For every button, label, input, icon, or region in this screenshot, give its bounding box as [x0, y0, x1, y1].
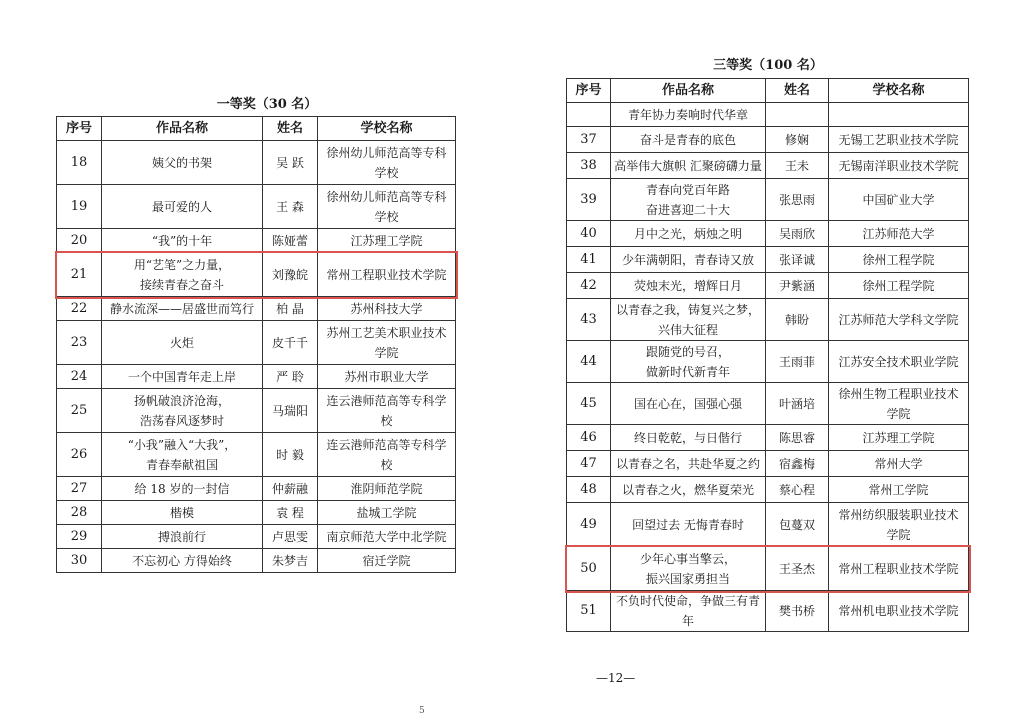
- cell-title: [611, 425, 766, 451]
- cell-no: 25: [57, 389, 102, 433]
- cell-no: 39: [567, 179, 611, 221]
- cell-school-line: 学院: [886, 406, 911, 421]
- cell-no: 21: [57, 253, 102, 297]
- cell-no: 24: [57, 365, 102, 389]
- cell-school: [318, 297, 456, 321]
- cell-no: 37: [567, 127, 611, 153]
- cell-name: 王 森: [263, 185, 318, 229]
- cell-school-line: 常州机电职业技术学院: [838, 604, 959, 618]
- cell-school: [318, 253, 456, 297]
- cell-title-line: 以青春之名，共赴华夏之约: [615, 456, 760, 471]
- cell-title: [611, 247, 766, 273]
- table-row: [57, 321, 456, 365]
- cell-school: [829, 221, 969, 247]
- cell-school-line: 宿迁学院: [362, 553, 411, 568]
- cell-name: 陈思睿: [766, 425, 829, 451]
- cell-title-line: 终日乾乾，与日偕行: [633, 430, 742, 445]
- cell-name: 吴雨欣: [766, 221, 829, 247]
- cell-name: 皮千千: [263, 321, 318, 365]
- cell-title: [102, 229, 263, 253]
- cell-school: [829, 503, 969, 547]
- cell-no: 46: [567, 425, 611, 451]
- cell-no: 41: [567, 247, 611, 273]
- cell-name: 袁 程: [263, 501, 318, 525]
- col-header-no: 序号: [567, 79, 611, 103]
- cell-school-line: 常州工程职业技术学院: [838, 561, 959, 576]
- cell-name: 包蔓双: [766, 503, 829, 547]
- cell-title: [102, 477, 263, 501]
- cell-title-line: 奋斗是青春的底色: [639, 132, 736, 147]
- col-header-school: 学校名称: [318, 117, 456, 141]
- cell-school-line: 连云港师范高等专科学校: [326, 437, 447, 472]
- cell-school-line: 徐州工程学院: [862, 278, 935, 293]
- cell-title-line: 奋进喜迎二十大: [645, 202, 730, 217]
- cell-title-line: 做新时代新青年: [645, 364, 730, 379]
- cell-no: 43: [567, 299, 611, 341]
- table-row: [567, 451, 969, 477]
- cell-school-line: 江苏理工学院: [350, 233, 423, 248]
- cell-no: 42: [567, 273, 611, 299]
- cell-school: [318, 549, 456, 573]
- cell-no: 45: [567, 383, 611, 425]
- cell-title-line: 搏浪前行: [157, 529, 206, 544]
- cell-school-line: 苏州市职业大学: [344, 369, 429, 384]
- cell-title-line: 浩荡春风逐梦时: [139, 413, 224, 428]
- cell-title-line: 一个中国青年走上岸: [127, 369, 236, 384]
- left-table-body: [57, 141, 456, 573]
- cell-name: 樊书桥: [766, 591, 829, 632]
- cell-name: 卢思雯: [263, 525, 318, 549]
- cell-title: [611, 127, 766, 153]
- cell-no: 26: [57, 433, 102, 477]
- cell-school: [829, 103, 969, 127]
- cell-name: 朱梦吉: [263, 549, 318, 573]
- cell-title-line: 少年满朝阳，青春诗又放: [621, 252, 754, 267]
- cell-title-line: 不负时代使命，争做三有青年: [615, 594, 760, 628]
- cell-title-line: 姨父的书架: [151, 155, 212, 170]
- cell-title: [102, 253, 263, 297]
- cell-no: 51: [567, 591, 611, 632]
- cell-school: [318, 501, 456, 525]
- cell-school-line: 江苏师范大学: [862, 226, 935, 241]
- cell-school: [829, 425, 969, 451]
- table-row: [567, 273, 969, 299]
- cell-title-line: “我”的十年: [151, 233, 213, 248]
- cell-title-line: 兴伟大征程: [657, 322, 718, 337]
- cell-school-line: 苏州科技大学: [350, 301, 423, 316]
- cell-school-line: 无锡工艺职业技术学院: [838, 132, 959, 147]
- cell-school-line: 常州纺织服装职业技术: [838, 507, 959, 522]
- cell-name: 陈娅蕾: [263, 229, 318, 253]
- cell-school-line: 学院: [374, 345, 399, 360]
- cell-title: [611, 273, 766, 299]
- cell-school: [318, 229, 456, 253]
- cell-no: 40: [567, 221, 611, 247]
- table-row: [567, 503, 969, 547]
- cell-name: 马瑞阳: [263, 389, 318, 433]
- cell-school: [318, 525, 456, 549]
- cell-title-line: 青春向党百年路: [645, 182, 730, 197]
- cell-title: [102, 141, 263, 185]
- table-row: [567, 425, 969, 451]
- cell-no: 29: [57, 525, 102, 549]
- cell-no: 27: [57, 477, 102, 501]
- cell-name: 刘豫皖: [263, 253, 318, 297]
- cell-school-line: 苏州工艺美术职业技术: [326, 325, 447, 340]
- cell-name: 叶涵培: [766, 383, 829, 425]
- col-header-title: 作品名称: [102, 117, 263, 141]
- table-header-row: [57, 117, 456, 141]
- cell-no: 49: [567, 503, 611, 547]
- cell-name: [766, 103, 829, 127]
- table-row: [567, 591, 969, 632]
- cell-no: 22: [57, 297, 102, 321]
- cell-no: 30: [57, 549, 102, 573]
- cell-school-line: 江苏师范大学科文学院: [838, 312, 959, 327]
- cell-school: [318, 185, 456, 229]
- cell-school-line: 常州工程职业技术学院: [326, 267, 447, 282]
- cell-no: 50: [567, 547, 611, 591]
- cell-name: 尹紫涵: [766, 273, 829, 299]
- cell-name: 韩盼: [766, 299, 829, 341]
- cell-title-line: 青春奉献祖国: [145, 457, 218, 472]
- cell-title-line: 高举伟大旗帜 汇聚磅礴力量: [614, 158, 762, 173]
- cell-title-line: 以青春之火，燃华夏荣光: [621, 482, 754, 497]
- cell-title-line: 火炬: [169, 335, 194, 350]
- right-table-body: [567, 103, 969, 632]
- table-row: [567, 221, 969, 247]
- cell-no: 28: [57, 501, 102, 525]
- cell-school-line: 南京师范大学中北学院: [326, 529, 447, 544]
- col-header-school: 学校名称: [829, 79, 969, 103]
- cell-title: [102, 525, 263, 549]
- cell-title: [611, 179, 766, 221]
- cell-title-line: “小我”融入“大我”，: [127, 437, 237, 452]
- cell-name: 时 毅: [263, 433, 318, 477]
- cell-school: [829, 127, 969, 153]
- cell-school-line: 盐城工学院: [356, 505, 417, 520]
- table-row: [57, 477, 456, 501]
- table-row: [57, 365, 456, 389]
- cell-title: [611, 221, 766, 247]
- cell-title: [102, 501, 263, 525]
- cell-title-line: 给 18 岁的一封信: [134, 481, 230, 496]
- table-row: [567, 103, 969, 127]
- cell-title-line: 荧烛末光，增辉日月: [633, 278, 742, 293]
- cell-school-line: 学校: [374, 165, 399, 180]
- cell-title: [611, 591, 766, 632]
- table-row: [567, 247, 969, 273]
- cell-school: [318, 477, 456, 501]
- table-row: [57, 501, 456, 525]
- table-row: [567, 383, 969, 425]
- cell-title: [102, 297, 263, 321]
- cell-school-line: 徐州工程学院: [862, 252, 935, 267]
- table-row: [57, 229, 456, 253]
- cell-name: 柏 晶: [263, 297, 318, 321]
- cell-title: [102, 433, 263, 477]
- cell-school-line: 无锡南洋职业技术学院: [838, 158, 959, 173]
- cell-title-line: 少年心事当擎云，: [639, 551, 736, 566]
- cell-title: [611, 341, 766, 383]
- cell-school: [318, 365, 456, 389]
- cell-title-line: 用“艺笔”之力量，: [133, 257, 231, 272]
- cell-no: 23: [57, 321, 102, 365]
- cell-name: 蔡心程: [766, 477, 829, 503]
- cell-school-line: 徐州生物工程职业技术: [838, 386, 959, 401]
- cell-title-line: 跟随党的号召，: [645, 344, 730, 359]
- cell-school: [829, 451, 969, 477]
- cell-school: [829, 273, 969, 299]
- cell-school: [829, 591, 969, 632]
- cell-school: [829, 153, 969, 179]
- col-header-title: 作品名称: [611, 79, 766, 103]
- cell-no: 48: [567, 477, 611, 503]
- right-table-caption: 三等奖（100 名）: [713, 58, 823, 73]
- cell-name: 王圣杰: [766, 547, 829, 591]
- cell-title-line: 接续青春之奋斗: [139, 277, 224, 292]
- cell-title: [102, 185, 263, 229]
- cell-school-line: 常州大学: [874, 456, 923, 471]
- cell-name: 吴 跃: [263, 141, 318, 185]
- cell-name: 王雨菲: [766, 341, 829, 383]
- cell-title: [611, 451, 766, 477]
- table-row: [57, 433, 456, 477]
- cell-school-line: 中国矿业大学: [862, 192, 935, 207]
- cell-title-line: 国在心在，国强心强: [633, 396, 742, 411]
- cell-title: [611, 299, 766, 341]
- right-table-container: [566, 78, 969, 632]
- left-table-caption: 一等奖（30 名）: [216, 97, 318, 112]
- cell-school-line: 常州工学院: [868, 482, 929, 497]
- cell-school: [829, 341, 969, 383]
- cell-school-line: 淮阴师范学院: [350, 481, 423, 496]
- cell-title-line: 月中之光，炳烛之明: [633, 226, 742, 241]
- cell-no: 18: [57, 141, 102, 185]
- cell-no: 19: [57, 185, 102, 229]
- cell-school-line: 学院: [886, 527, 911, 542]
- cell-title: [102, 321, 263, 365]
- cell-school: [829, 299, 969, 341]
- cell-name: 王未: [766, 153, 829, 179]
- cell-no: 38: [567, 153, 611, 179]
- table-row: [567, 127, 969, 153]
- table-row-highlighted: [57, 253, 456, 297]
- cell-title: [611, 383, 766, 425]
- cell-school-line: 学校: [374, 209, 399, 224]
- cell-name: 严 聆: [263, 365, 318, 389]
- cell-title-line: 不忘初心 方得始终: [132, 553, 232, 568]
- cell-title: [102, 549, 263, 573]
- cell-title: [102, 365, 263, 389]
- cell-school: [829, 247, 969, 273]
- cell-title-line: 回望过去 无悔青春时: [632, 517, 744, 532]
- cell-school-line: 连云港师范高等专科学校: [326, 393, 447, 428]
- cell-name: 修娴: [766, 127, 829, 153]
- table-row: [57, 185, 456, 229]
- cell-school: [829, 547, 969, 591]
- cell-school: [318, 321, 456, 365]
- cell-title: [611, 103, 766, 127]
- table-row: [57, 389, 456, 433]
- cell-name: 张译诚: [766, 247, 829, 273]
- right-award-table: [566, 78, 969, 632]
- cell-title: [611, 153, 766, 179]
- cell-school: [318, 433, 456, 477]
- left-award-table: [56, 116, 456, 573]
- cell-school-line: 江苏理工学院: [862, 430, 935, 445]
- table-row: [57, 297, 456, 321]
- cell-name: 宿鑫梅: [766, 451, 829, 477]
- cell-title-line: 最可爱的人: [151, 199, 212, 214]
- table-row: [567, 299, 969, 341]
- cell-name: 张思雨: [766, 179, 829, 221]
- cell-name: 仲薪融: [263, 477, 318, 501]
- table-header-row: [567, 79, 969, 103]
- table-row: [567, 179, 969, 221]
- table-row: [567, 341, 969, 383]
- cell-title: [102, 389, 263, 433]
- cell-title: [611, 503, 766, 547]
- table-row: [57, 141, 456, 185]
- cell-title-line: 扬帆破浪济沧海，: [133, 393, 230, 408]
- cell-school-line: 徐州幼儿师范高等专科: [326, 189, 447, 204]
- table-row: [567, 153, 969, 179]
- cell-title-line: 楷模: [169, 505, 194, 520]
- col-header-name: 姓名: [263, 117, 318, 141]
- cell-no: 47: [567, 451, 611, 477]
- cell-no: 44: [567, 341, 611, 383]
- cell-school: [829, 179, 969, 221]
- cell-school-line: 江苏安全技术职业学院: [838, 354, 959, 369]
- cell-title-line: 以青春之我，铸复兴之梦，: [615, 302, 760, 317]
- cell-title-line: 静水流深——居盛世而笃行: [109, 301, 254, 316]
- table-row: [57, 549, 456, 573]
- cell-title-line: 振兴国家勇担当: [645, 571, 730, 586]
- cell-title-line: 青年协力奏响时代华章: [627, 107, 748, 122]
- left-table-container: [56, 116, 456, 573]
- cell-school: [829, 477, 969, 503]
- cell-no: [567, 103, 611, 127]
- page-number: —12—: [596, 671, 636, 685]
- col-header-name: 姓名: [766, 79, 829, 103]
- cell-title: [611, 477, 766, 503]
- left-page-mark: 5: [419, 706, 425, 716]
- cell-no: 20: [57, 229, 102, 253]
- table-row: [567, 477, 969, 503]
- cell-school-line: 徐州幼儿师范高等专科: [326, 145, 447, 160]
- cell-school: [829, 383, 969, 425]
- cell-title: [611, 547, 766, 591]
- col-header-no: 序号: [57, 117, 102, 141]
- cell-school: [318, 389, 456, 433]
- cell-school: [318, 141, 456, 185]
- table-row-highlighted: [567, 547, 969, 591]
- table-row: [57, 525, 456, 549]
